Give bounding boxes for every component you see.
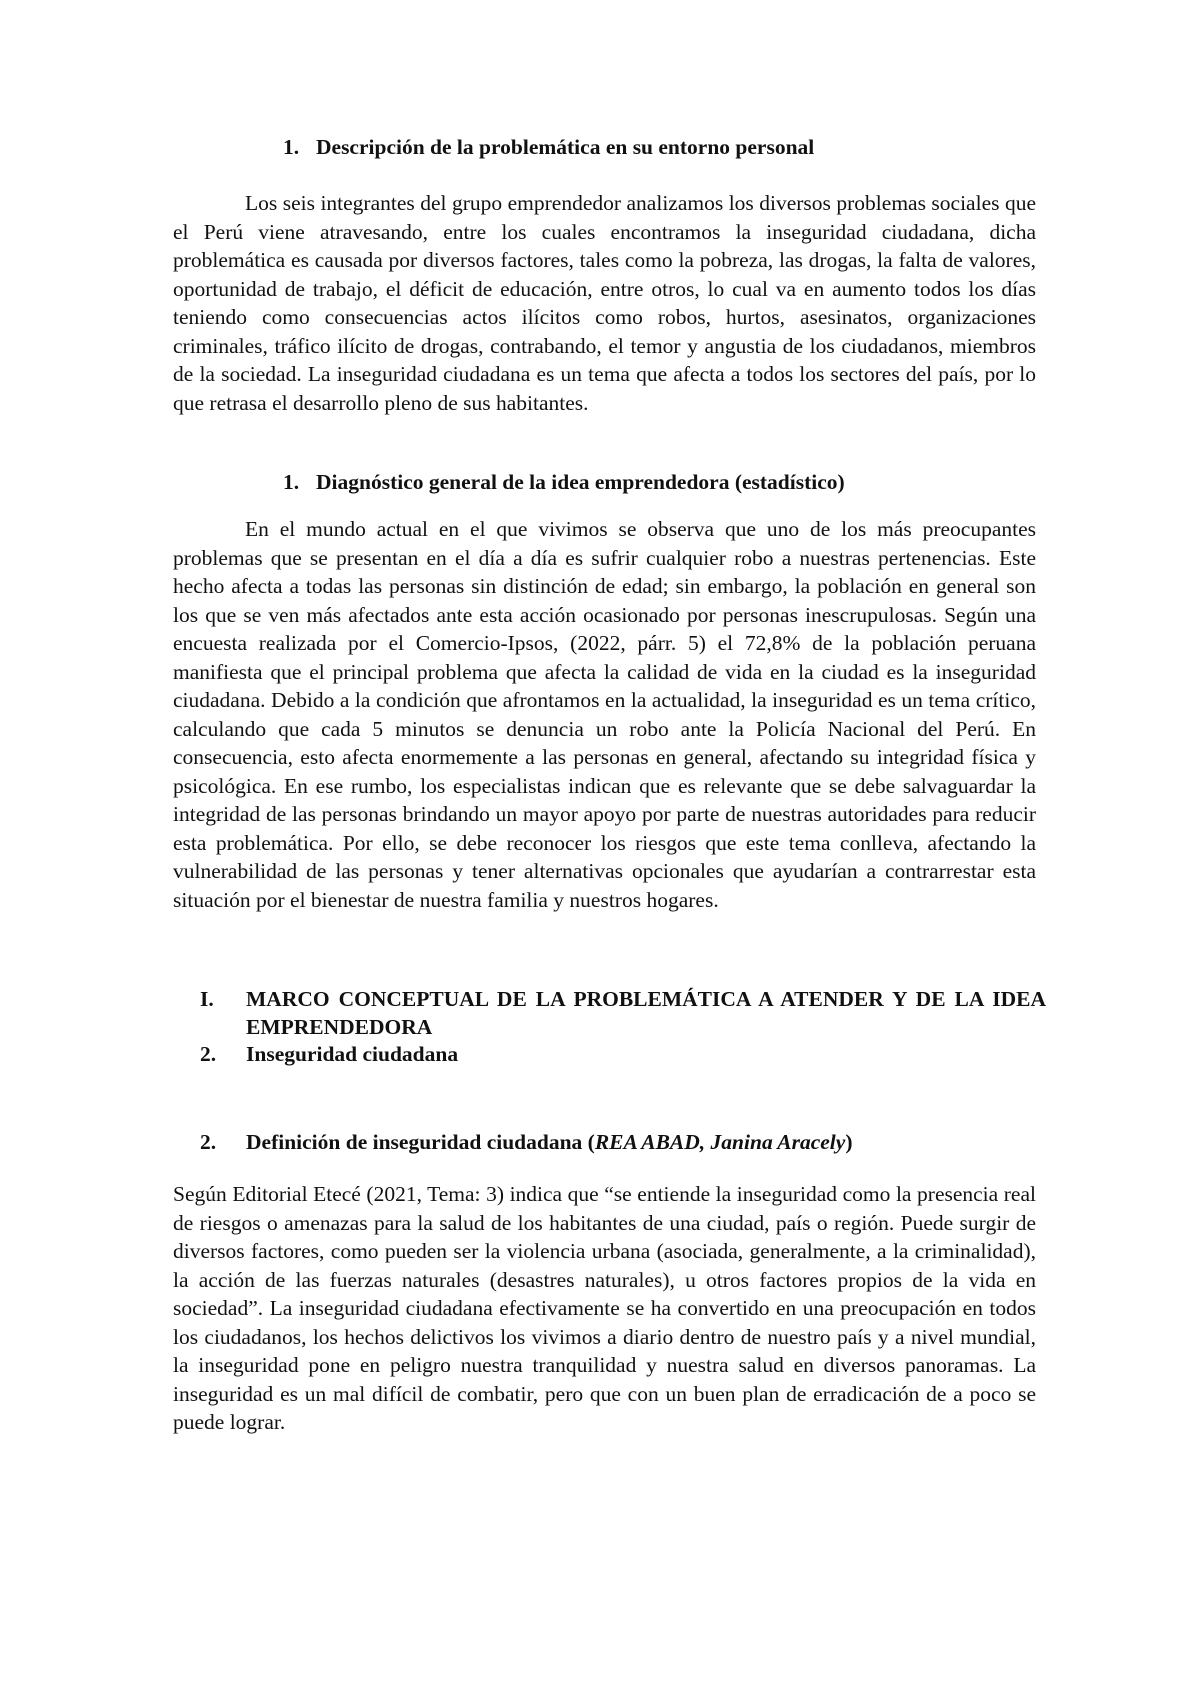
section-body-1: Los seis integrantes del grupo emprendedor analizamos los diversos problemas sociales que el Perú viene atravesando, entre los cuales encontramos la inseguridad ciudadana, dicha problemática es causada por diversos factores, tales como la pobreza, las drogas, la falta de valores, oportunidad de trabajo, el déficit de educación, entre otros, lo cual va en aumento todos los días teniendo como consecuencias actos ilícitos como robos, hurtos, asesinatos, organizaciones criminales, tráfico ilícito de drogas, contrabando, el temor y angustia de los ciudadanos, miembros de la sociedad. La inseguridad ciudadana es un tema que afecta a todos los sectores del país, por lo que retrasa el desarrollo pleno de sus habitantes. [173, 191, 1036, 415]
section-number: 1. [283, 470, 300, 494]
title-author: REA ABAD, Janina Aracely [594, 1130, 846, 1154]
chapter-title: MARCO CONCEPTUAL DE LA PROBLEMÁTICA A ATENDER Y DE LA IDEA EMPRENDEDORA [246, 987, 1046, 1039]
section-body-5: Según Editorial Etecé (2021, Tema: 3) indica que “se entiende la inseguridad como la presencia real de riesgos o amenazas para la salud de los habitantes de una ciudad, país o región. Puede surgir de diversos factores, como pueden ser la violencia urbana (asociada, generalmente, a la criminalidad), la acción de las fuerzas naturales (desastres naturales), u otros factores propios de la vida en sociedad”. La inseguridad ciudadana efectivamente se ha convertido en una preocupación en todos los ciudadanos, los hechos delictivos los vivimos a diario dentro de nuestro país y a nivel mundial, la inseguridad pone en peligro nuestra tranquilidad y nuestra salud en diversos panoramas. La inseguridad es un mal difícil de combatir, pero que con un buen plan de erradicación de a poco se puede lograr. [173, 1182, 1036, 1434]
chapter-heading [200, 985, 1046, 1041]
subsection-number: 2. [200, 1130, 217, 1154]
section-number: 1. [283, 135, 300, 159]
subsection-title: Inseguridad ciudadana [246, 1042, 459, 1066]
subsection-title [246, 1128, 853, 1156]
chapter-number: I. [200, 987, 214, 1011]
section-title: Descripción de la problemática en su entorno personal [316, 135, 815, 159]
title-suffix: ) [845, 1130, 853, 1154]
subsection-number: 2. [200, 1042, 217, 1066]
section-title: Diagnóstico general de la idea emprendedora (estadístico) [316, 470, 845, 494]
title-prefix: Definición de inseguridad ciudadana ( [246, 1130, 595, 1154]
section-body-2: En el mundo actual en el que vivimos se observa que uno de los más preocupantes problemas que se presentan en el día a día es sufrir cualquier robo a nuestras pertenencias. Este hecho afecta a todas las personas sin distinción de edad; sin embargo, la población en general son los que se ven más afectados ante esta acción ocasionado por personas inescrupulosas. Según una encuesta realizada por el Comercio-Ipsos, (2022, párr. 5) el 72,8% de la población peruana manifiesta que el principal problema que afecta la calidad de vida en la ciudad es la inseguridad ciudadana. Debido a la condición que afrontamos en la actualidad, la inseguridad es un tema crítico, calculando que cada 5 minutos se denuncia un robo ante la Policía Nacional del Perú. En consecuencia, esto afecta enormemente a las personas en general, afectando su integridad física y psicológica. En ese rumbo, los especialistas indican que es relevante que se debe salvaguardar la integridad de las personas brindando un mayor apoyo por parte de nuestras autoridades para reducir esta problemática. Por ello, se debe reconocer los riesgos que este tema conlleva, afectando la vulnerabilidad de las personas y tener alternativas opcionales que ayudarían a contrarrestar esta situación por el bienestar de nuestra familia y nuestros hogares. [173, 517, 1036, 912]
